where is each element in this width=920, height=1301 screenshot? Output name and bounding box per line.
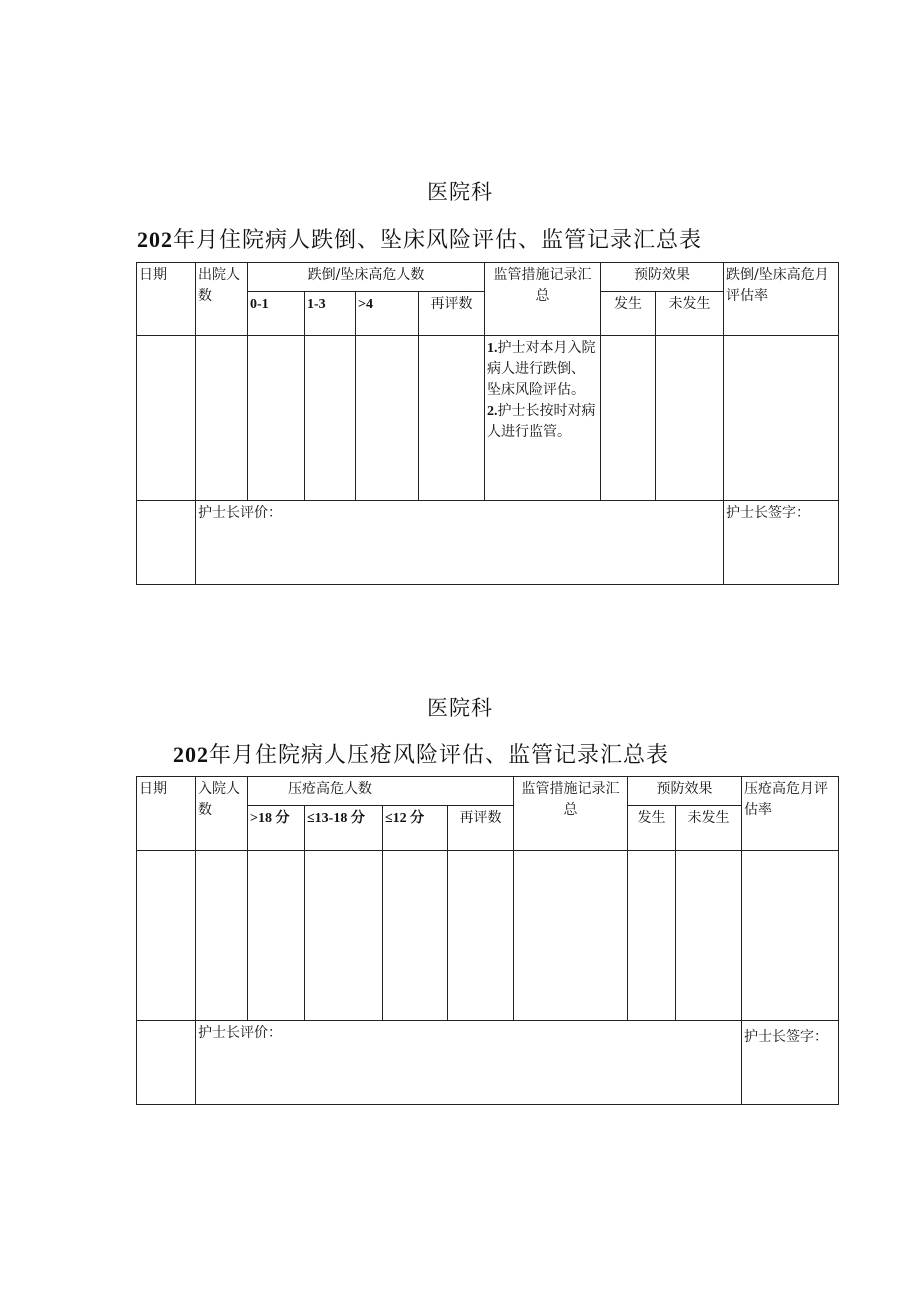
header-prevention-effect: 预防效果 — [628, 777, 742, 806]
measure-item-2: 2.护士长按时对病人进行监管。 — [487, 403, 596, 440]
header-date: 日期 — [137, 777, 196, 851]
form-title-pressure-ulcer — [173, 738, 669, 769]
cell-occurred[interactable] — [628, 851, 676, 1021]
cell-score-13-18[interactable] — [305, 851, 383, 1021]
form-title-text: 年月住院病人跌倒、坠床风险评估、监管记录汇总表 — [173, 228, 703, 253]
cell-patients[interactable] — [196, 851, 248, 1021]
header-high-risk-count: 压疮高危人数 — [248, 777, 514, 806]
header-score-le12: ≤12 分 — [383, 806, 448, 851]
head-nurse-evaluation[interactable]: 护士长评价： — [196, 501, 724, 585]
header-score-0-1: 0-1 — [248, 292, 305, 336]
cell-date[interactable] — [137, 336, 196, 501]
cell-blank — [137, 1021, 196, 1105]
header-reassessment: 再评数 — [448, 806, 514, 851]
head-nurse-evaluation[interactable]: 护士长评价： — [196, 1021, 742, 1105]
header-not-occurred: 未发生 — [676, 806, 742, 851]
cell-supervision-measures[interactable] — [514, 851, 628, 1021]
measure-item-1: 1.护士对本月入院病人进行跌倒、坠床风险评估。 — [487, 340, 596, 398]
cell-assessment-rate[interactable] — [724, 336, 839, 501]
hospital-dept-title-2: 医院科 — [427, 696, 493, 720]
header-discharged-patients: 出院人数 — [196, 263, 248, 336]
form-title-year: 202 — [173, 742, 209, 767]
cell-not-occurred[interactable] — [676, 851, 742, 1021]
header-score-1-3: 1-3 — [305, 292, 356, 336]
cell-patients[interactable] — [196, 336, 248, 501]
cell-reassessment[interactable] — [419, 336, 485, 501]
cell-assessment-rate[interactable] — [742, 851, 839, 1021]
form-title-year: 202 — [137, 227, 173, 252]
header-prevention-effect: 预防效果 — [601, 263, 724, 292]
cell-supervision-measures — [485, 336, 601, 501]
form-title-text: 年月住院病人压疮风险评估、监管记录汇总表 — [209, 743, 670, 768]
form-title-fall-risk — [137, 223, 702, 254]
header-supervision-measures: 监管措施记录汇总 — [485, 263, 601, 336]
cell-blank — [137, 501, 196, 585]
cell-score-1-3[interactable] — [305, 336, 356, 501]
head-nurse-signature[interactable]: 护士长签字： — [742, 1021, 839, 1105]
cell-reassessment[interactable] — [448, 851, 514, 1021]
head-nurse-signature[interactable]: 护士长签字： — [724, 501, 839, 585]
header-monthly-assessment-rate: 跌倒/坠床高危月评估率 — [724, 263, 839, 336]
header-date: 日期 — [137, 263, 196, 336]
fall-risk-summary-table — [136, 262, 839, 585]
header-monthly-assessment-rate: 压疮高危月评估率 — [742, 777, 839, 851]
pressure-ulcer-summary-table — [136, 776, 839, 1105]
cell-score-gt18[interactable] — [248, 851, 305, 1021]
hospital-dept-title-1: 医院科 — [427, 180, 493, 204]
cell-score-0-1[interactable] — [248, 336, 305, 501]
cell-score-le12[interactable] — [383, 851, 448, 1021]
header-admitted-patients: 入院人数 — [196, 777, 248, 851]
cell-occurred[interactable] — [601, 336, 656, 501]
header-score-gt4: >4 — [356, 292, 419, 336]
header-not-occurred: 未发生 — [656, 292, 724, 336]
cell-date[interactable] — [137, 851, 196, 1021]
header-score-gt18: >18 分 — [248, 806, 305, 851]
header-reassessment: 再评数 — [419, 292, 485, 336]
header-supervision-measures: 监管措施记录汇总 — [514, 777, 628, 851]
header-high-risk-count: 跌倒/坠床高危人数 — [248, 263, 485, 292]
cell-score-gt4[interactable] — [356, 336, 419, 501]
cell-not-occurred[interactable] — [656, 336, 724, 501]
header-score-13-18: ≤13-18 分 — [305, 806, 383, 851]
header-occurred: 发生 — [601, 292, 656, 336]
header-occurred: 发生 — [628, 806, 676, 851]
